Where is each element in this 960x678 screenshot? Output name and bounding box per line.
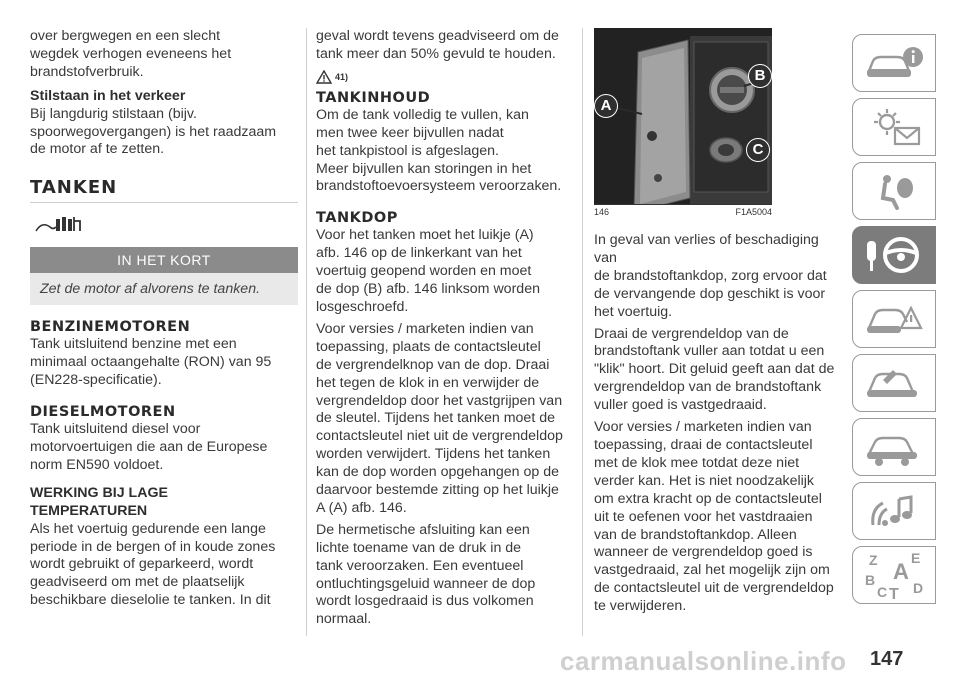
text-line: het tankpistool is afgeslagen. bbox=[316, 142, 499, 159]
text-line: Tank uitsluitend benzine met een bbox=[30, 336, 237, 353]
text-line: Draai de vergrendeldop van de bbox=[594, 325, 789, 342]
text-line: te verwijderen. bbox=[594, 598, 687, 615]
diesel-paragraph bbox=[30, 421, 298, 475]
fuel-pump-icon bbox=[30, 213, 298, 235]
tab-specifications[interactable] bbox=[852, 418, 936, 476]
tankdop-heading: TANKDOP bbox=[316, 210, 398, 227]
text-line: vergrendeldop door het vastgrijpen van bbox=[316, 392, 563, 409]
text-line: In geval van verlies of beschadiging van bbox=[594, 232, 819, 266]
text-line: toepassing, draai de contactsleutel bbox=[594, 436, 813, 453]
text-line: worden verwijdert. Tijdens het tanken bbox=[316, 446, 551, 463]
intro-paragraph bbox=[30, 28, 298, 82]
tankinhoud-paragraph bbox=[316, 107, 578, 197]
text-line: (EN228-specificatie). bbox=[30, 372, 162, 389]
callout-c: C bbox=[746, 138, 770, 162]
text-line: vastgedraaid, zal het mogelijk zijn om bbox=[594, 562, 830, 579]
column-middle bbox=[316, 28, 578, 629]
warning-triangle-icon bbox=[316, 70, 332, 84]
car-breakdown-icon bbox=[863, 298, 925, 340]
column-divider bbox=[582, 28, 583, 636]
lage-temperaturen-heading bbox=[30, 485, 298, 521]
text-line: afb. 146 op de linkerkant van het bbox=[316, 245, 522, 262]
text-line: beschikbare dieselolie te tanken. In dit bbox=[30, 592, 271, 609]
index-letter: Z bbox=[869, 552, 878, 568]
text-line: ontluchtingsgeluid wanneer de dop bbox=[316, 575, 536, 592]
text-line: brandstofverbruik. bbox=[30, 63, 144, 80]
in-het-kort-text: Zet de motor af alvorens te tanken. bbox=[30, 273, 298, 305]
text-line: periode in de bergen of in koude zones bbox=[30, 538, 276, 555]
text-line: wordt gebruikt of geparkeerd, wordt bbox=[30, 556, 254, 573]
tab-car-info[interactable] bbox=[852, 34, 936, 92]
page-number: 147 bbox=[870, 648, 904, 670]
text-line: Voor versies / marketen indien van bbox=[594, 419, 812, 436]
watermark: carmanualsonline.info bbox=[560, 646, 847, 676]
text-line: losgeschroefd. bbox=[316, 298, 409, 315]
benzinemotoren-heading: BENZINEMOTOREN bbox=[30, 319, 191, 336]
text-line: geadviseerd om met de plaatselijk bbox=[30, 574, 245, 591]
airbag-seat-icon bbox=[863, 170, 925, 212]
text-line: verder kan. Het is niet noodzakelijk bbox=[594, 472, 815, 489]
text-line: vergrendeldop van de brandstoftank bbox=[594, 379, 822, 396]
lage-paragraph bbox=[30, 521, 298, 611]
warning-reference bbox=[316, 70, 578, 84]
tab-emergency[interactable] bbox=[852, 290, 936, 348]
text-line: Voor het tanken moet het luikje (A) bbox=[316, 227, 534, 244]
benzine-paragraph bbox=[30, 336, 298, 390]
text-line: wegdek verhogen eveneens het bbox=[30, 45, 232, 62]
tab-multimedia[interactable] bbox=[852, 482, 936, 540]
text-line: de motor af te zetten. bbox=[30, 141, 165, 158]
fuel-flap-illustration bbox=[594, 28, 772, 216]
index-letter: D bbox=[913, 580, 924, 596]
text-line: Om de tank volledig te vullen, kan bbox=[316, 106, 529, 123]
index-letter: T bbox=[889, 586, 899, 601]
tab-starting-driving[interactable] bbox=[852, 226, 936, 284]
text-line: Voor versies / marketen indien van bbox=[316, 320, 534, 337]
text-line: De hermetische afsluiting kan een bbox=[316, 521, 530, 538]
text-line: van de brandstoftankdop. Alleen bbox=[594, 526, 797, 543]
warning-lights-message-icon bbox=[863, 106, 925, 148]
text-line: "klik" hoort. Dit geluid geeft aan dat de bbox=[594, 361, 835, 378]
text-line: geval wordt tevens geadviseerd om de bbox=[316, 28, 559, 44]
text-line: de dop (B) afb. 146 linksom worden bbox=[316, 281, 540, 298]
text-line: daarvoor bestemde zitting op het luikje bbox=[316, 482, 559, 499]
text-line: het voertuig. bbox=[594, 303, 673, 320]
text-line: de vervangende dop geschikt is voor bbox=[594, 285, 826, 302]
column-divider bbox=[306, 28, 307, 636]
text-line: motorvoertuigen die aan de Europese bbox=[30, 438, 268, 455]
dieselmotoren-heading: DIESELMOTOREN bbox=[30, 404, 176, 421]
text-line: lichte toename van de druk in de bbox=[316, 539, 522, 556]
multimedia-icon bbox=[863, 489, 925, 533]
text-line: de sleutel. Tijdens het tanken moet de bbox=[316, 410, 555, 427]
index-letter: A bbox=[893, 559, 909, 584]
text-line: A (A) afb. 146. bbox=[316, 499, 407, 516]
tab-warning-lights[interactable] bbox=[852, 98, 936, 156]
text-line: om extra kracht op de contactsleutel bbox=[594, 490, 822, 507]
versies-paragraph-right bbox=[594, 419, 844, 616]
text-line: uit te oefenen voor het vastdraaien bbox=[594, 508, 813, 525]
figure-caption bbox=[594, 204, 772, 217]
text-line: toepassing, plaats de contactsleutel bbox=[316, 338, 541, 355]
text-line: de contactsleutel uit de vergrendeldop bbox=[594, 580, 834, 597]
figure-fuel-flap bbox=[594, 28, 772, 216]
continued-paragraph bbox=[316, 28, 578, 64]
tab-maintenance[interactable] bbox=[852, 354, 936, 412]
key-steering-wheel-icon bbox=[861, 233, 927, 277]
text-line: het tegen de klok in en verwijder de bbox=[316, 374, 540, 391]
tankinhoud-heading: TANKINHOUD bbox=[316, 89, 431, 106]
tab-safety[interactable] bbox=[852, 162, 936, 220]
text-line: wanneer de vergrendeldop goed is bbox=[594, 544, 813, 561]
index-letter: E bbox=[911, 550, 921, 566]
callout-a: A bbox=[594, 94, 618, 118]
alphabetical-index-icon bbox=[859, 549, 929, 601]
tankdop-paragraph bbox=[316, 227, 578, 317]
text-line: Meer bijvullen kan storingen in het bbox=[316, 160, 532, 177]
car-info-icon bbox=[863, 43, 925, 83]
verlies-paragraph bbox=[594, 232, 844, 322]
text-line: norm EN590 voldoet. bbox=[30, 456, 164, 473]
text-line: tank veroorzaken. Een eventueel bbox=[316, 557, 524, 574]
text-line: men twee keer bijvullen nadat bbox=[316, 124, 504, 141]
warning-ref-number: 41) bbox=[335, 71, 349, 82]
figure-number: 146 bbox=[594, 207, 610, 217]
column-right bbox=[594, 232, 844, 616]
text-line: brandstoftank vuller aan totdat u een bbox=[594, 343, 825, 360]
callout-b: B bbox=[748, 64, 772, 88]
text-line: met de klok mee totdat deze niet bbox=[594, 454, 800, 471]
text-line: voertuig geopend worden en moet bbox=[316, 263, 532, 280]
text-line: tank meer dan 50% gevuld te houden. bbox=[316, 45, 556, 62]
stilstaan-paragraph bbox=[30, 106, 298, 160]
text-line: contactsleutel niet uit de vergrendeldop bbox=[316, 428, 563, 445]
in-het-kort-bar: IN HET KORT bbox=[30, 247, 298, 273]
text-line: de vergrendelknop van de dop. Draai bbox=[316, 356, 550, 373]
tab-index[interactable] bbox=[852, 546, 936, 604]
text-line: kan de dop worden opgehangen op de bbox=[316, 464, 559, 481]
text-line: wordt losgedraaid is dus volkomen bbox=[316, 593, 534, 610]
text-line: minimaal octaangehalte (RON) van 95 bbox=[30, 354, 272, 371]
text-line: vuller goed is vastgedraaid. bbox=[594, 397, 767, 414]
versies-paragraph bbox=[316, 321, 578, 518]
tanken-heading: TANKEN bbox=[30, 177, 298, 203]
stilstaan-heading: Stilstaan in het verkeer bbox=[30, 87, 186, 104]
text-line: normaal. bbox=[316, 611, 372, 628]
column-left bbox=[30, 28, 298, 610]
index-letter: C bbox=[877, 584, 888, 600]
car-maintenance-icon bbox=[863, 362, 925, 404]
text-line: spoorwegovergangen) is het raadzaam bbox=[30, 123, 277, 140]
text-line: over bergwegen en een slecht bbox=[30, 28, 221, 44]
index-letter: B bbox=[865, 572, 876, 588]
chapter-tabs bbox=[852, 34, 936, 610]
text-line: Bij langdurig stilstaan (bijv. bbox=[30, 105, 197, 122]
text-line: brandstoftoevoersysteem veroorzaken. bbox=[316, 178, 562, 195]
text-line: Tank uitsluitend diesel voor bbox=[30, 421, 201, 438]
text-line: Als het voertuig gedurende een lange bbox=[30, 520, 266, 537]
draai-paragraph bbox=[594, 326, 844, 416]
car-specifications-icon bbox=[863, 426, 925, 468]
heading-line: WERKING BIJ LAGE bbox=[30, 484, 168, 501]
text-line: de brandstoftankdop, zorg ervoor dat bbox=[594, 267, 827, 284]
figure-code: F1A5004 bbox=[735, 207, 772, 217]
heading-line: TEMPERATUREN bbox=[30, 502, 148, 519]
hermetische-paragraph bbox=[316, 522, 578, 629]
